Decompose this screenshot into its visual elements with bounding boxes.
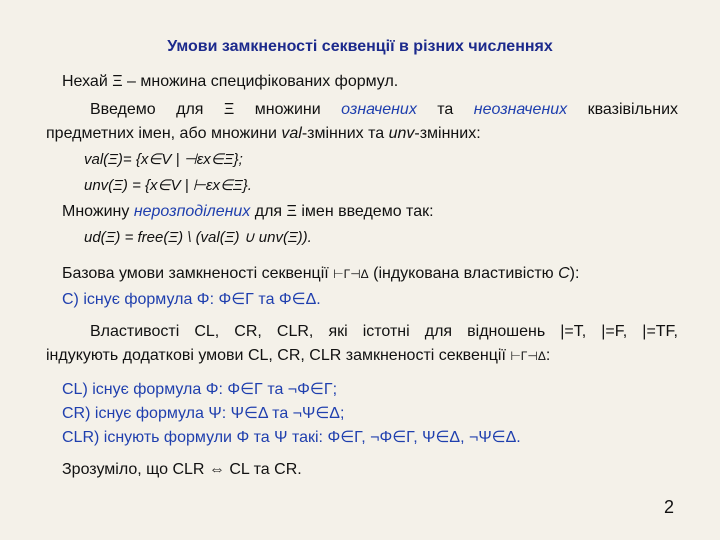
properties-paragraph-line-2 (46, 344, 678, 368)
definition-text-5: -змінних та (301, 125, 389, 142)
definition-text-1: Введемо для Ξ множини (90, 101, 342, 118)
definition-text-3: квазівільних (567, 101, 679, 118)
property-c: C (558, 265, 570, 282)
intro-line: Нехай Ξ – множина специфікованих формул. (62, 73, 399, 90)
ud-intro (62, 200, 694, 224)
definition-text-4: предметних імен, або множини (46, 125, 282, 142)
page-number: 2 (663, 497, 674, 517)
ud-text-2: для Ξ імен введемо так: (250, 203, 434, 220)
term-undefined: неозначених (473, 101, 568, 118)
definition-text-6: -змінних: (414, 125, 481, 142)
condition-cr: CR) існує формула Ψ: Ψ∈Δ та ¬Ψ∈Δ; (62, 405, 345, 422)
condition-c: C) існує формула Φ: Φ∈Γ та Φ∈Δ. (62, 291, 321, 308)
ud-text-1: Множину (62, 203, 134, 220)
properties-paragraph: Властивості CL, CR, CLR, які істотні для відношень |=T, |=F, |=TF, (90, 323, 678, 340)
term-undistributed: нерозподілених (133, 203, 251, 220)
formula-val: val(Ξ)= {x∈V | ⊣εx∈Ξ}; (84, 151, 243, 168)
val-term: val (281, 125, 302, 142)
sequent-symbol: ⊢Γ⊣Δ (333, 267, 369, 281)
condition-clr: CLR) існують формули Φ та Ψ такі: Φ∈Γ, ¬Φ∈Γ, Ψ∈Δ, ¬Ψ∈Δ. (62, 429, 521, 446)
base-text-2: (індукована властивістю (368, 265, 559, 282)
formula-ud: ud(Ξ) = free(Ξ) \ (val(Ξ) ∪ unv(Ξ)). (84, 229, 312, 246)
base-text-3: ): (569, 265, 580, 282)
conclusion: Зрозуміло, що CLR ⇔ CL та CR. (62, 461, 302, 478)
properties-text: індукують додаткові умови CL, CR, CLR замкненості секвенції (46, 347, 511, 364)
formula-unv: unv(Ξ) = {x∈V | ⊢εx∈Ξ}. (84, 177, 252, 194)
unv-term: unv (388, 125, 415, 142)
slide-title: Умови замкненості секвенції в різних численнях (167, 38, 553, 55)
base-text-1: Базова умови замкненості секвенції (62, 265, 334, 282)
definition-text-2: та (416, 101, 474, 118)
definition-paragraph (46, 98, 678, 122)
properties-text-end: : (545, 347, 551, 364)
term-defined: означених (341, 101, 417, 118)
sequent-symbol-2: ⊢Γ⊣Δ (510, 349, 546, 363)
base-condition (62, 262, 694, 286)
condition-cl: CL) існує формула Φ: Φ∈Γ та ¬Φ∈Γ; (62, 381, 338, 398)
definition-paragraph-line-2 (46, 122, 678, 146)
